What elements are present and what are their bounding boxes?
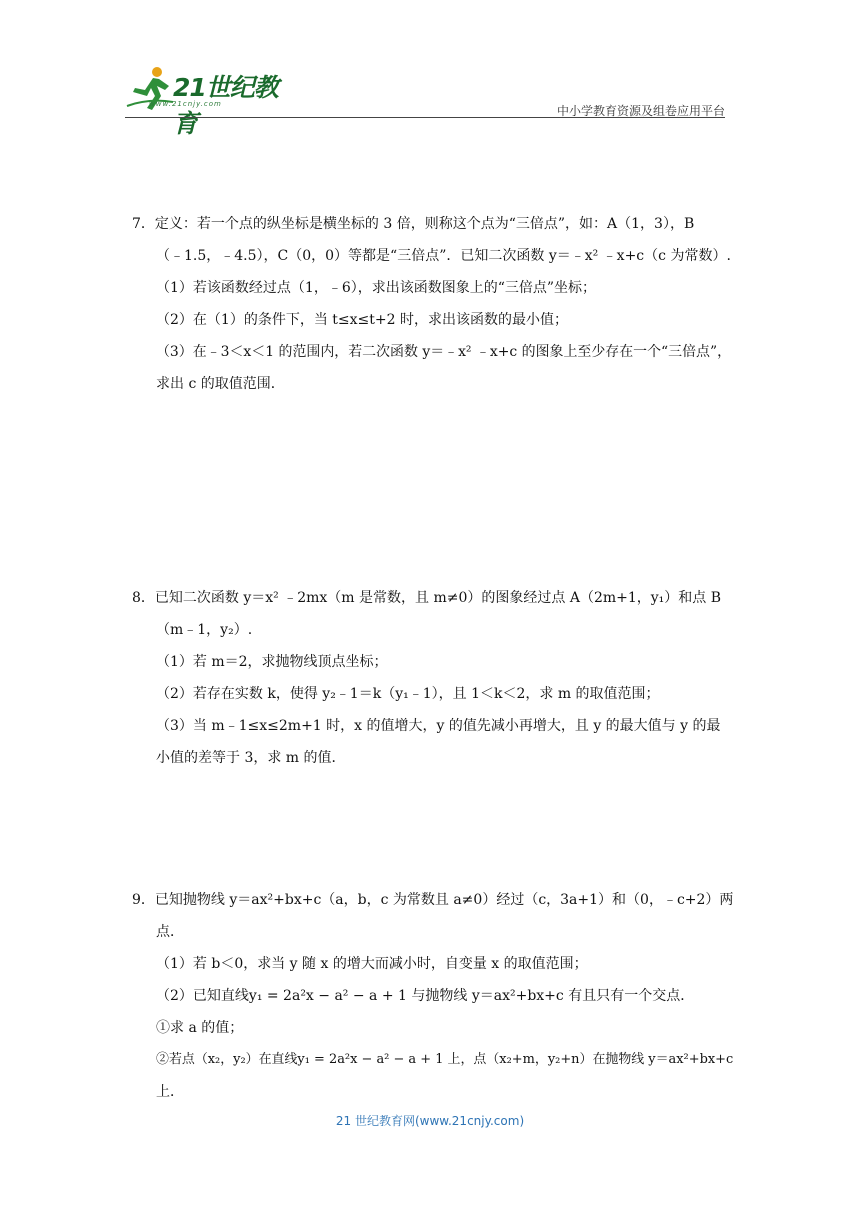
problem-9-line-1: 9．已知抛物线 y＝ax²+bx+c（a，b，c 为常数且 a≠0）经过（c，3a+1）和（0，﹣c+2）两 <box>132 892 734 908</box>
problem-8-line-1: 8．已知二次函数 y＝x² ﹣2mx（m 是常数，且 m≠0）的图象经过点 A（2m+1，y₁）和点 B <box>132 590 722 606</box>
logo-text: 21世纪教育 <box>173 73 278 138</box>
problem-9-part-1: （1）若 b＜0，求当 y 随 x 的增大而减小时，自变量 x 的取值范围； <box>156 956 588 972</box>
platform-name: 中小学教育资源及组卷应用平台 <box>556 104 725 118</box>
logo-url: www.21cnjy.com <box>149 100 222 108</box>
problem-9-part-2: （2）已知直线y₁ = 2a²x − a² − a + 1 与抛物线 y＝ax²+bx+c 有且只有一个交点． <box>156 988 695 1004</box>
problem-7-line-1: 7．定义：若一个点的纵坐标是横坐标的 3 倍，则称这个点为“三倍点”，如：A（1，3），B <box>132 216 695 232</box>
problem-7-line-2: （﹣1.5，﹣4.5），C（0，0）等都是“三倍点”．已知二次函数 y＝﹣x² ﹣x+c（c 为常数）. <box>156 248 731 264</box>
problem-7-part-1: （1）若该函数经过点（1，﹣6），求出该函数图象上的“三倍点”坐标； <box>156 280 597 296</box>
problem-8-part-3: （3）当 m﹣1≤x≤2m+1 时，x 的值增大，y 的值先减小再增大，且 y 的最大值与 y 的最 <box>156 718 721 734</box>
page-header <box>125 62 725 138</box>
problem-8-part-1: （1）若 m＝2，求抛物线顶点坐标； <box>156 654 388 670</box>
problem-7 <box>132 208 732 400</box>
problem-8-line-6: 小值的差等于 3，求 m 的值． <box>156 750 346 766</box>
footer-link[interactable]: 21 世纪教育网(www.21cnjy.com) <box>335 1114 525 1128</box>
problem-9-line-2: 点． <box>156 924 184 940</box>
problem-7-line-6: 求出 c 的取值范围． <box>156 376 285 392</box>
problem-7-part-2: （2）在（1）的条件下，当 t≤x≤t+2 时，求出该函数的最小值； <box>156 312 568 328</box>
problem-9-line-7: 上． <box>156 1084 184 1100</box>
problem-8 <box>132 582 732 774</box>
header-divider <box>125 117 725 118</box>
problem-9-sub-1: ①求 a 的值； <box>156 1020 244 1036</box>
problem-7-part-3: （3）在﹣3＜x＜1 的范围内，若二次函数 y＝﹣x² ﹣x+c 的图象上至少存在一个“三倍点”， <box>156 344 732 360</box>
logo <box>125 62 295 138</box>
problem-8-part-2: （2）若存在实数 k，使得 y₂﹣1＝k（y₁﹣1），且 1＜k＜2，求 m 的取值范围； <box>156 686 660 702</box>
problem-9 <box>132 884 732 1108</box>
problem-9-sub-2: ②若点（x₂，y₂）在直线y₁ = 2a²x − a² − a + 1 上，点（x₂+m，y₂+n）在抛物线 y＝ax²+bx+c <box>156 1052 734 1067</box>
problem-8-line-2: （m﹣1，y₂）. <box>156 622 253 638</box>
